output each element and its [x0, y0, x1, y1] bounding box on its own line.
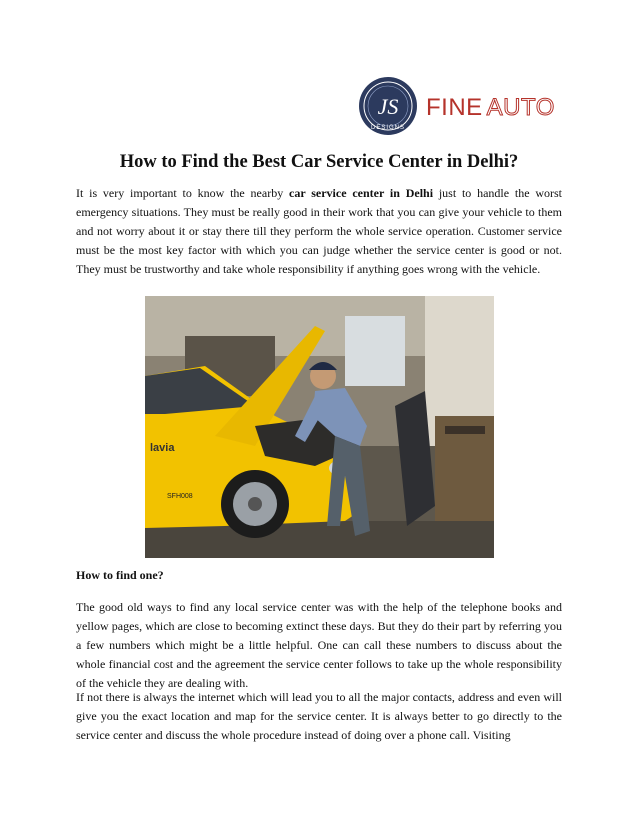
emblem-ring-text: DESIGNS [370, 125, 406, 131]
fine-auto-logo [358, 76, 568, 138]
intro-text-start: It is very important to know the nearby [76, 186, 289, 200]
intro-keyword-link: car service center in Delhi [289, 186, 434, 200]
brand-wordmark [426, 94, 555, 122]
emblem-letters: JS [377, 94, 399, 119]
brand-fine: FINE [426, 94, 483, 121]
intro-paragraph [76, 184, 562, 279]
intro-text-end: just to handle the worst emergency situations. They must be really good in their work that you can give your vehicle to them and not worry about it or stay there till they perform the whole service operation. Customer service must be the most key factor with which you can judge whether the service center is good or not. They must be trustworthy and take whole responsibility if anything goes wrong with the vehicle. [76, 186, 562, 276]
paragraph-2: The good old ways to find any local service center was with the help of the telephone books and yellow pages, which are close to becoming extinct these days. But they do their part by referring you a few numbers which might be a little helpful. One can call these numbers to discuss about the whole financial cost and the agreement the service center follows to take up the whole responsibility of the vehicle they are dealing with. [76, 600, 562, 690]
paragraph-3: If not there is always the internet which will lead you to all the major contacts, address and even will give you the exact location and map for the service center. It is always better to go directly to the service center and discuss the whole procedure instead of doing over a phone call. Visiting [76, 690, 562, 742]
js-designs-emblem-icon [358, 76, 418, 136]
car-text: lavia [150, 442, 175, 454]
photo-illustration [145, 296, 494, 558]
mechanic-car-photo [145, 296, 494, 558]
section-heading: How to find one? [76, 568, 164, 582]
article-title: How to Find the Best Car Service Center in Delhi? [119, 152, 519, 172]
plate-text: SFH008 [167, 493, 193, 500]
brand-auto: AUTO [486, 94, 555, 121]
